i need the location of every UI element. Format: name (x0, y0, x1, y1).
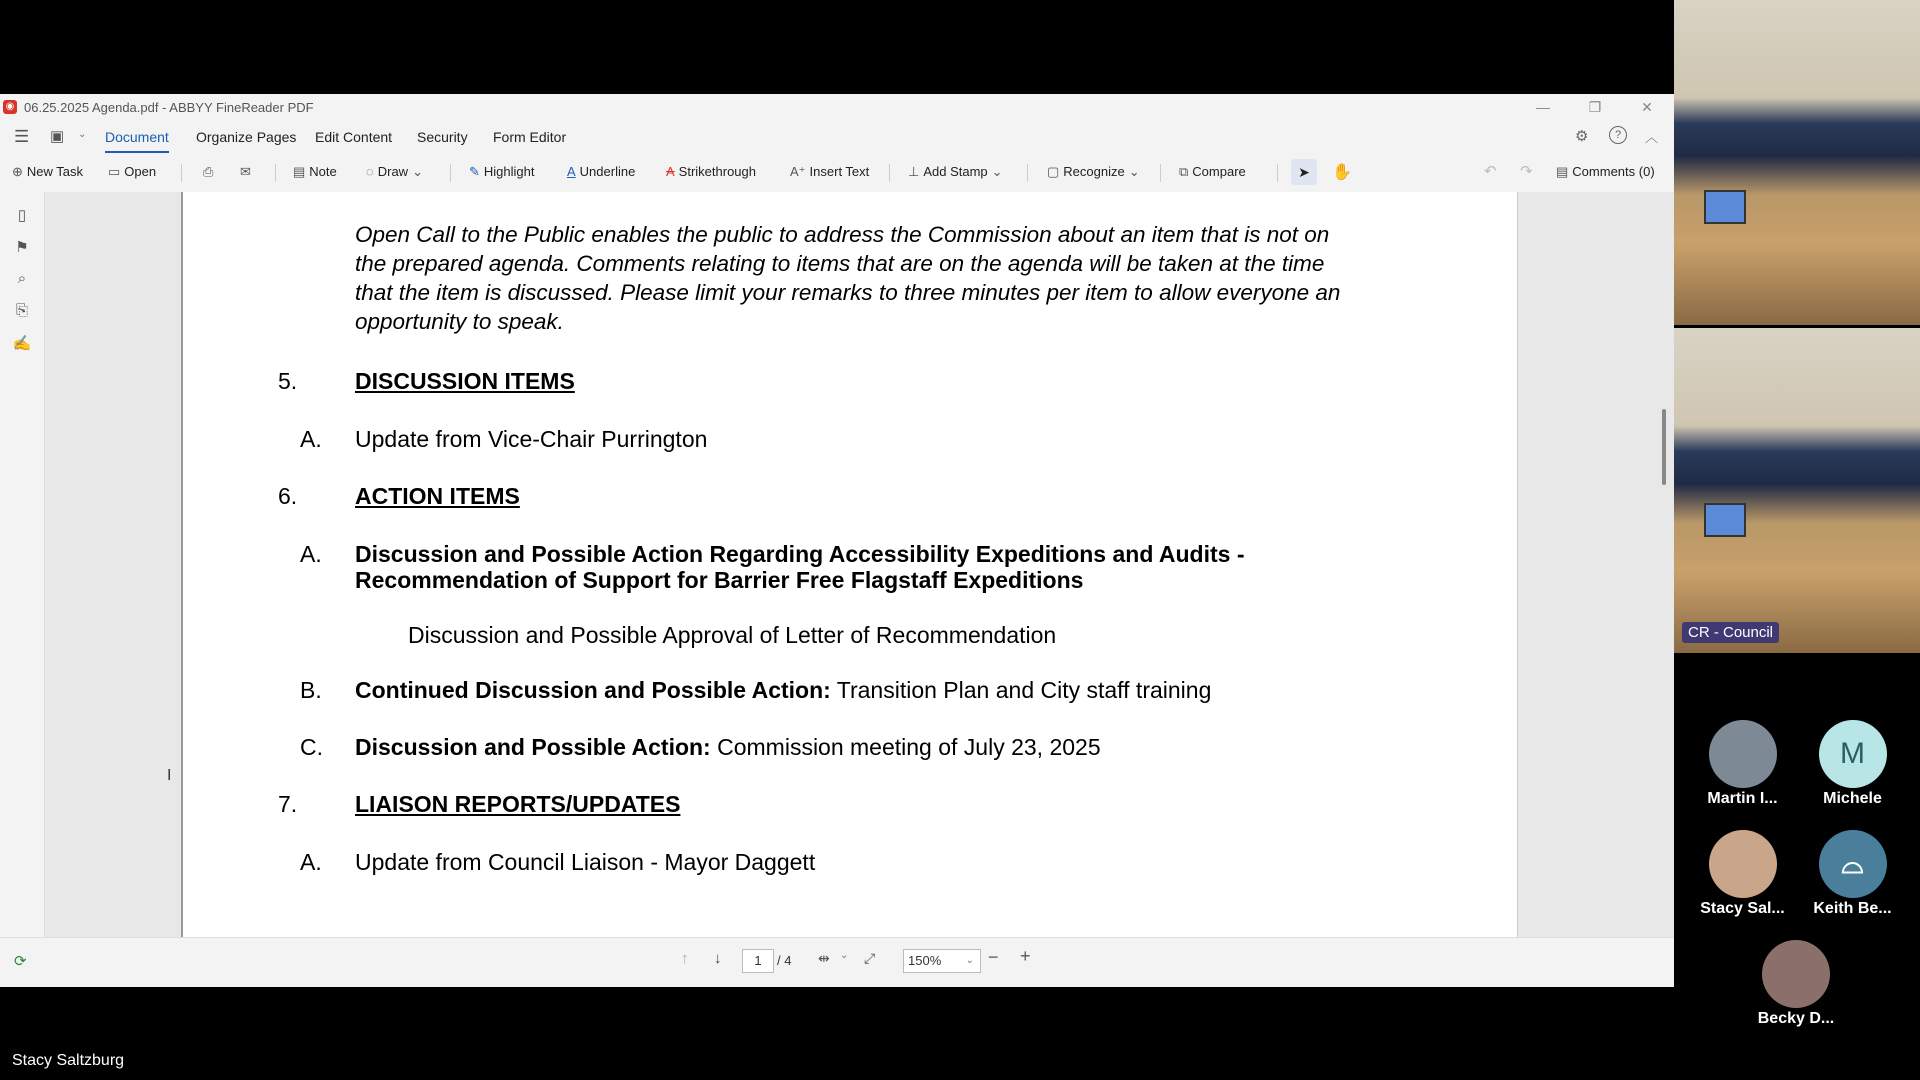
chevron-down-icon[interactable]: ⌄ (840, 950, 849, 961)
close-button[interactable]: ✕ (1641, 99, 1653, 115)
note-icon: ▤ (293, 164, 306, 179)
pages-icon[interactable]: ▯ (17, 207, 27, 224)
section-number: 6. (278, 483, 298, 509)
tab-edit-content[interactable]: Edit Content (315, 129, 393, 145)
chevron-down-icon: ⌄ (1128, 164, 1140, 179)
minimize-button[interactable]: — (1536, 99, 1550, 115)
insert-text-button[interactable] (790, 164, 869, 180)
room-video-image (1674, 0, 1920, 325)
laptop-image (1704, 190, 1746, 224)
participant-name: Keith Be... (1813, 900, 1892, 917)
pdf-app-window (0, 94, 1674, 986)
previous-page-icon[interactable]: ↑ (681, 950, 689, 967)
compare-icon: ⧉ (1179, 164, 1189, 179)
attachment-icon[interactable]: ⎘ (15, 302, 28, 319)
highlight-button[interactable] (469, 164, 535, 180)
item-letter: A. (300, 849, 322, 875)
item-letter: B. (300, 677, 322, 703)
recognize-button[interactable] (1047, 164, 1144, 180)
participant-tile[interactable] (1690, 830, 1795, 918)
participant-tile[interactable] (1690, 720, 1795, 808)
room-label: CR - Council (1682, 622, 1779, 643)
comments-label: Comments (0) (1572, 164, 1655, 179)
item-letter: A. (300, 541, 322, 567)
zoom-select[interactable] (903, 949, 981, 973)
chevron-down-icon: ⌄ (991, 164, 1003, 179)
tab-document[interactable]: Document (105, 129, 169, 145)
avatar (1709, 830, 1777, 898)
item-text-line: Discussion and Possible Action Regarding Accessibility Expeditions and Audits - (355, 541, 1245, 567)
open-button[interactable] (108, 164, 156, 180)
printer-icon: ⎙ (203, 164, 214, 179)
item-letter: C. (300, 734, 323, 760)
item-text (355, 541, 1245, 593)
envelope-icon: ✉ (240, 164, 251, 179)
sub-item-text: Discussion and Possible Approval of Letter of Recommendation (408, 622, 1057, 648)
compare-button[interactable] (1179, 164, 1246, 180)
zoom-in-icon[interactable]: + (1020, 946, 1031, 966)
section-heading: LIAISON REPORTS/UPDATES (355, 791, 681, 817)
fit-width-icon[interactable]: ⇹ (818, 950, 830, 966)
chevron-down-icon: ⌄ (412, 164, 423, 179)
pdf-page (181, 192, 1518, 937)
plus-circle-icon: ⊕ (12, 164, 23, 179)
tab-organize-pages[interactable]: Organize Pages (196, 129, 297, 145)
laptop-image (1704, 503, 1746, 537)
note-label: Note (309, 164, 337, 179)
camera-feed-room-2 (1674, 328, 1920, 653)
draw-label: Draw (377, 164, 409, 179)
print-button[interactable] (203, 164, 217, 180)
participant-name: Michele (1823, 790, 1882, 807)
status-bar (0, 937, 1674, 987)
underline-icon: A (567, 164, 576, 179)
item-text: Update from Vice-Chair Purrington (355, 426, 708, 452)
tab-form-editor[interactable]: Form Editor (493, 129, 567, 145)
zoom-out-icon[interactable]: − (988, 947, 999, 967)
redo-icon[interactable]: ↷ (1520, 163, 1533, 180)
draw-icon: ◌ (366, 164, 374, 179)
select-tool-icon[interactable]: ➤ (1291, 159, 1317, 185)
draw-button[interactable] (366, 164, 427, 180)
window-title: 06.25.2025 Agenda.pdf - ABBYY FineReader PDF (24, 100, 314, 115)
avatar (1762, 940, 1830, 1008)
highlight-label: Highlight (483, 164, 535, 179)
divider (275, 164, 276, 182)
active-speaker-name: Stacy Saltzburg (12, 1052, 125, 1069)
item-text: Update from Council Liaison - Mayor Daggett (355, 849, 816, 875)
open-call-line: Open Call to the Public enables the public to address the Commission about an item that is not on (355, 222, 1330, 247)
text-cursor-icon: I (167, 767, 172, 784)
participant-name: Becky D... (1757, 1010, 1835, 1027)
avatar: M (1819, 720, 1887, 788)
open-label: Open (124, 164, 157, 179)
folder-icon: ▭ (108, 164, 121, 179)
item-bold-text: Continued Discussion and Possible Action: (355, 677, 831, 703)
new-task-button[interactable] (12, 164, 83, 180)
divider (1277, 164, 1278, 182)
section-number: 5. (278, 368, 298, 394)
page-total: / 4 (777, 953, 792, 968)
new-task-label: New Task (26, 164, 84, 179)
item-plain-text: Transition Plan and City staff training (830, 677, 1212, 703)
item-bold-text: Discussion and Possible Action: (355, 734, 711, 760)
avatar (1709, 720, 1777, 788)
zoom-value: 150% (908, 953, 942, 968)
divider (889, 164, 890, 182)
signature-icon[interactable]: ✍ (12, 335, 32, 352)
page-number-input[interactable]: 1 (742, 949, 774, 973)
participant-tile[interactable] (1800, 830, 1905, 918)
gear-icon[interactable]: ⚙ (1575, 128, 1589, 145)
chevron-down-icon[interactable]: ⌄ (78, 129, 87, 140)
open-call-line: opportunity to speak. (355, 309, 564, 334)
add-stamp-button[interactable] (908, 164, 1007, 180)
note-button[interactable] (293, 164, 337, 180)
open-call-line: the prepared agenda. Comments relating to items that are on the agenda will be taken at the time (355, 251, 1325, 276)
chevron-down-icon: ⌄ (965, 955, 974, 966)
section-heading: DISCUSSION ITEMS (355, 368, 575, 394)
participant-name: Martin I... (1707, 790, 1778, 807)
compare-label: Compare (1192, 164, 1246, 179)
insert-text-label: Insert Text (809, 164, 870, 179)
item-text-line: Recommendation of Support for Barrier Free Flagstaff Expeditions (355, 567, 1084, 593)
next-page-icon[interactable]: ↓ (714, 950, 722, 967)
strikethrough-label: Strikethrough (678, 164, 756, 179)
restore-button[interactable]: ❐ (1588, 99, 1602, 115)
person-icon: ⌓ (1819, 830, 1887, 898)
email-button[interactable] (240, 164, 255, 180)
section-number: 7. (278, 791, 298, 817)
comments-button[interactable] (1556, 164, 1655, 180)
vertical-scrollbar[interactable] (1662, 409, 1666, 485)
room-video-image (1674, 328, 1920, 653)
toolbar (0, 154, 1674, 193)
section-heading: ACTION ITEMS (355, 483, 520, 509)
help-icon[interactable]: ? (1609, 126, 1627, 144)
strikethrough-icon: A (666, 164, 675, 179)
participant-name: Stacy Sal... (1700, 900, 1785, 917)
tab-security[interactable]: Security (417, 129, 468, 145)
add-stamp-label: Add Stamp (923, 164, 988, 179)
open-call-line: that the item is discussed. Please limit your remarks to three minutes per item to allow everyone an (355, 280, 1341, 305)
search-icon[interactable]: ⌕ (17, 270, 27, 287)
highlighter-icon: ✎ (469, 164, 480, 179)
save-icon[interactable]: ▣ (50, 128, 65, 145)
item-letter: A. (300, 426, 322, 452)
menu-bar (0, 120, 1674, 154)
bookmark-icon[interactable]: ⚑ (15, 239, 29, 256)
recognize-label: Recognize (1063, 164, 1125, 179)
strikethrough-button[interactable] (666, 164, 756, 179)
document-view[interactable] (45, 192, 1674, 937)
divider (450, 164, 451, 182)
stamp-icon: ⊥ (908, 164, 920, 179)
refresh-icon[interactable]: ⟳ (14, 953, 27, 970)
hamburger-menu-icon[interactable]: ☰ (14, 127, 30, 146)
item-text (355, 734, 1101, 761)
collapse-ribbon-icon[interactable]: ︿ (1645, 130, 1659, 145)
camera-feed-room (1674, 0, 1920, 325)
divider (181, 164, 182, 182)
participant-tile[interactable] (1800, 720, 1905, 808)
fit-page-icon[interactable]: ⤢ (864, 950, 876, 966)
left-sidebar (0, 192, 45, 952)
open-call-paragraph (355, 220, 1340, 336)
underline-button[interactable] (567, 164, 635, 179)
app-logo-icon: ◉ (3, 100, 17, 114)
title-bar (0, 94, 1674, 120)
hand-tool-icon[interactable]: ✋ (1332, 164, 1352, 181)
divider (1160, 164, 1161, 182)
recognize-icon: ▢ (1047, 164, 1060, 179)
underline-label: Underline (579, 164, 636, 179)
item-plain-text: Commission meeting of July 23, 2025 (710, 734, 1101, 760)
participant-tile[interactable] (1736, 940, 1856, 1028)
divider (1027, 164, 1028, 182)
insert-text-icon: A⁺ (790, 164, 806, 179)
undo-icon[interactable]: ↶ (1484, 163, 1497, 180)
item-text (355, 677, 1211, 704)
comment-icon: ▤ (1556, 164, 1569, 179)
